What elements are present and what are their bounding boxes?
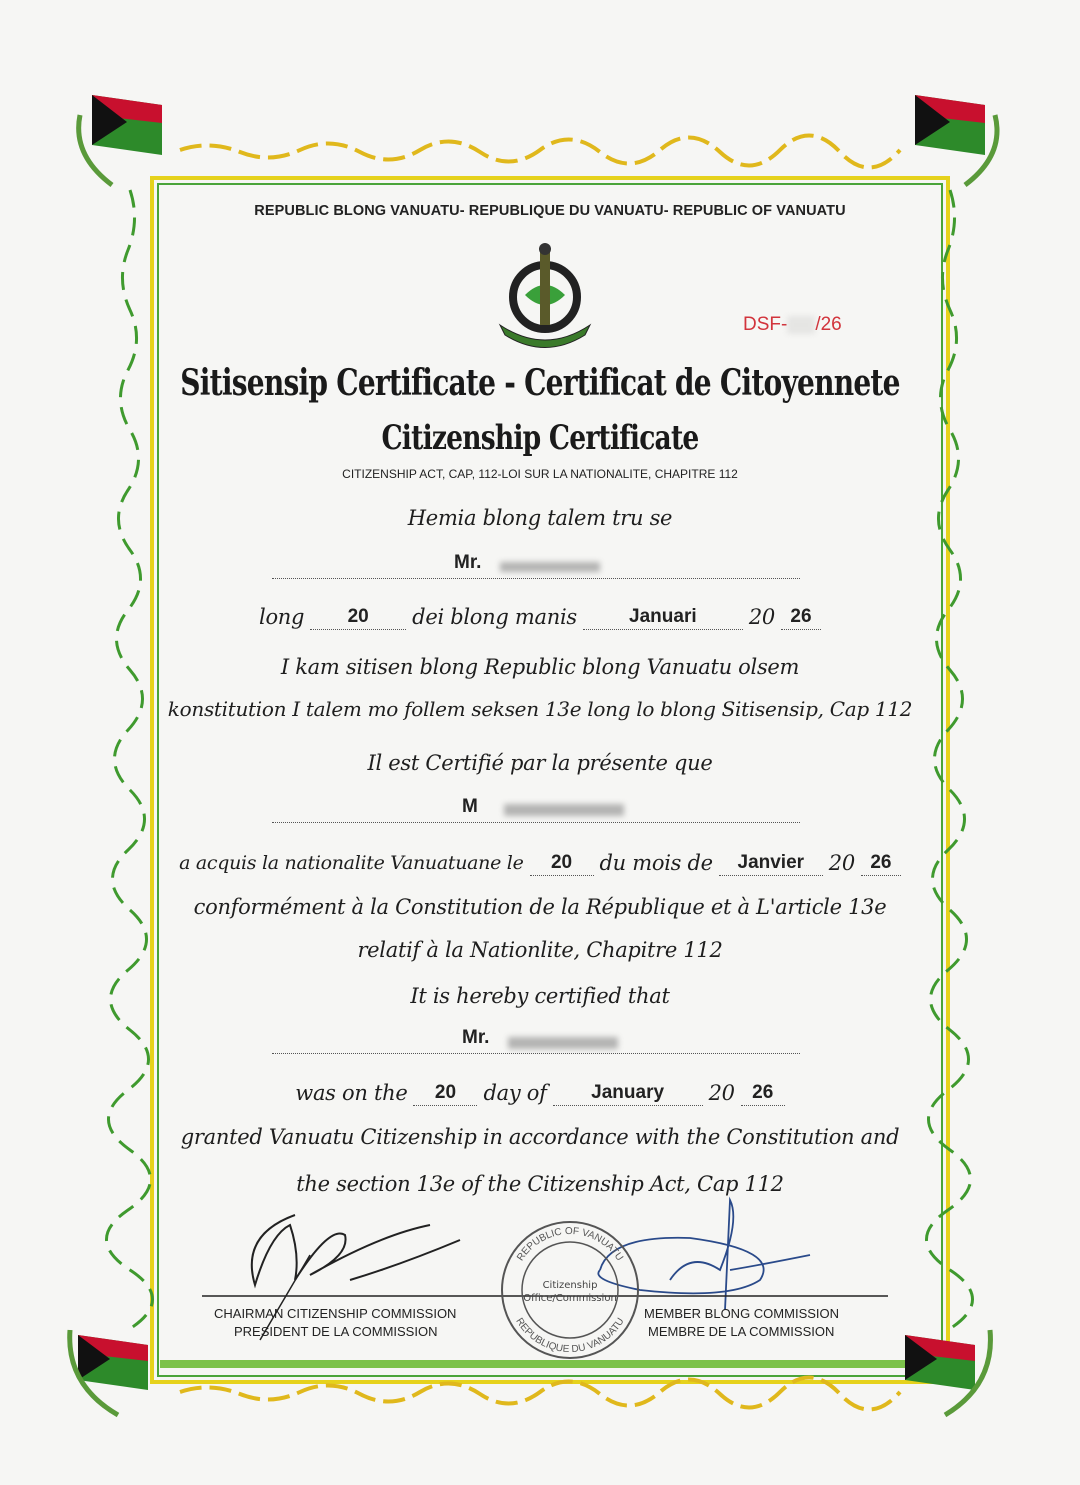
month-value: Januari	[583, 605, 743, 630]
month-value: Janvier	[719, 851, 823, 876]
member-title-fr: MEMBRE DE LA COMMISSION	[648, 1324, 835, 1339]
title-trilingual: Sitisensip Certificate - Certificat de Citoyennete	[180, 362, 900, 404]
chairman-label	[214, 1305, 456, 1341]
official-stamp	[502, 1222, 638, 1358]
date-line-bislama	[0, 596, 1080, 630]
bislama-line2: konstitution I talem mo follem seksen 13e long lo blong Sitisensip, Cap 112	[167, 697, 913, 721]
label-day-of: day of	[483, 1081, 547, 1105]
svg-text:REPUBLIC OF VANUATU	[515, 1226, 625, 1263]
year-suffix: 26	[741, 1081, 785, 1106]
member-title-en: MEMBER BLONG COMMISSION	[644, 1306, 840, 1321]
republic-header: REPUBLIC BLONG VANUATU- REPUBLIQUE DU VANUATU- REPUBLIC OF VANUATU	[254, 203, 846, 219]
stamp-center-1: Citizenship	[542, 1280, 598, 1291]
french-intro: Il est Certifié par la présente que	[367, 751, 713, 775]
bislama-line1: I kam sitisen blong Republic blong Vanuatu olsem	[280, 655, 800, 679]
year-prefix: 20	[828, 851, 855, 875]
stamp-center-2: Office/Commission	[523, 1293, 617, 1304]
chairman-title-fr: PRESIDENT DE LA COMMISSION	[234, 1324, 438, 1339]
svg-text:REPUBLIQUE DU VANUATU	[513, 1316, 626, 1355]
english-intro: It is hereby certified that	[410, 984, 670, 1008]
label-du-mois-de: du mois de	[599, 851, 713, 875]
chairman-signature	[252, 1215, 460, 1285]
label-acquis: a acquis la nationalite Vanuatuane le	[179, 852, 524, 874]
member-label	[644, 1305, 839, 1341]
name-title: Mr.	[462, 1027, 490, 1048]
english-line2: the section 13e of the Citizenship Act, Cap 112	[296, 1172, 784, 1196]
day-value: 20	[530, 851, 594, 876]
signatures-and-stamp	[200, 1190, 900, 1380]
french-line2: relatif à la Nationlite, Chapitre 112	[357, 938, 723, 962]
month-value: January	[553, 1081, 703, 1106]
name-line-french	[272, 796, 800, 823]
coat-of-arms-emblem	[490, 235, 600, 355]
member-signature	[598, 1200, 810, 1310]
date-line-english	[0, 1072, 1080, 1106]
label-long: long	[259, 605, 305, 629]
name-title: Mr.	[454, 552, 482, 573]
day-value: 20	[310, 605, 406, 630]
date-line-french	[0, 842, 1080, 876]
english-line1: granted Vanuatu Citizenship in accordance with the Constitution and	[180, 1125, 900, 1149]
name-title: M	[462, 796, 478, 817]
bislama-intro: Hemia blong talem tru se	[407, 506, 673, 530]
label-was-on-the: was on the	[295, 1081, 408, 1105]
name-line-bislama	[272, 552, 800, 579]
stamp-top-text: REPUBLIC OF VANUATU	[515, 1225, 625, 1264]
serial-number	[743, 314, 842, 336]
serial-prefix: DSF-	[743, 314, 788, 335]
title-english: Citizenship Certificate	[381, 418, 699, 458]
french-line1: conformément à la Constitution de la République et à L'article 13e	[193, 895, 887, 919]
year-prefix: 20	[708, 1081, 735, 1105]
act-reference: CITIZENSHIP ACT, CAP, 112-LOI SUR LA NATIONALITE, CHAPITRE 112	[342, 467, 738, 481]
year-prefix: 20	[748, 605, 775, 629]
year-suffix: 26	[781, 605, 821, 630]
year-suffix: 26	[861, 851, 901, 876]
day-value: 20	[413, 1081, 477, 1106]
chairman-title-en: CHAIRMAN CITIZENSHIP COMMISSION	[214, 1306, 457, 1321]
label-dei-blong-manis: dei blong manis	[412, 605, 577, 629]
serial-suffix: /26	[815, 314, 842, 335]
name-line-english	[272, 1027, 800, 1054]
stamp-bottom-text: REPUBLIQUE DU VANUATU	[513, 1316, 627, 1356]
